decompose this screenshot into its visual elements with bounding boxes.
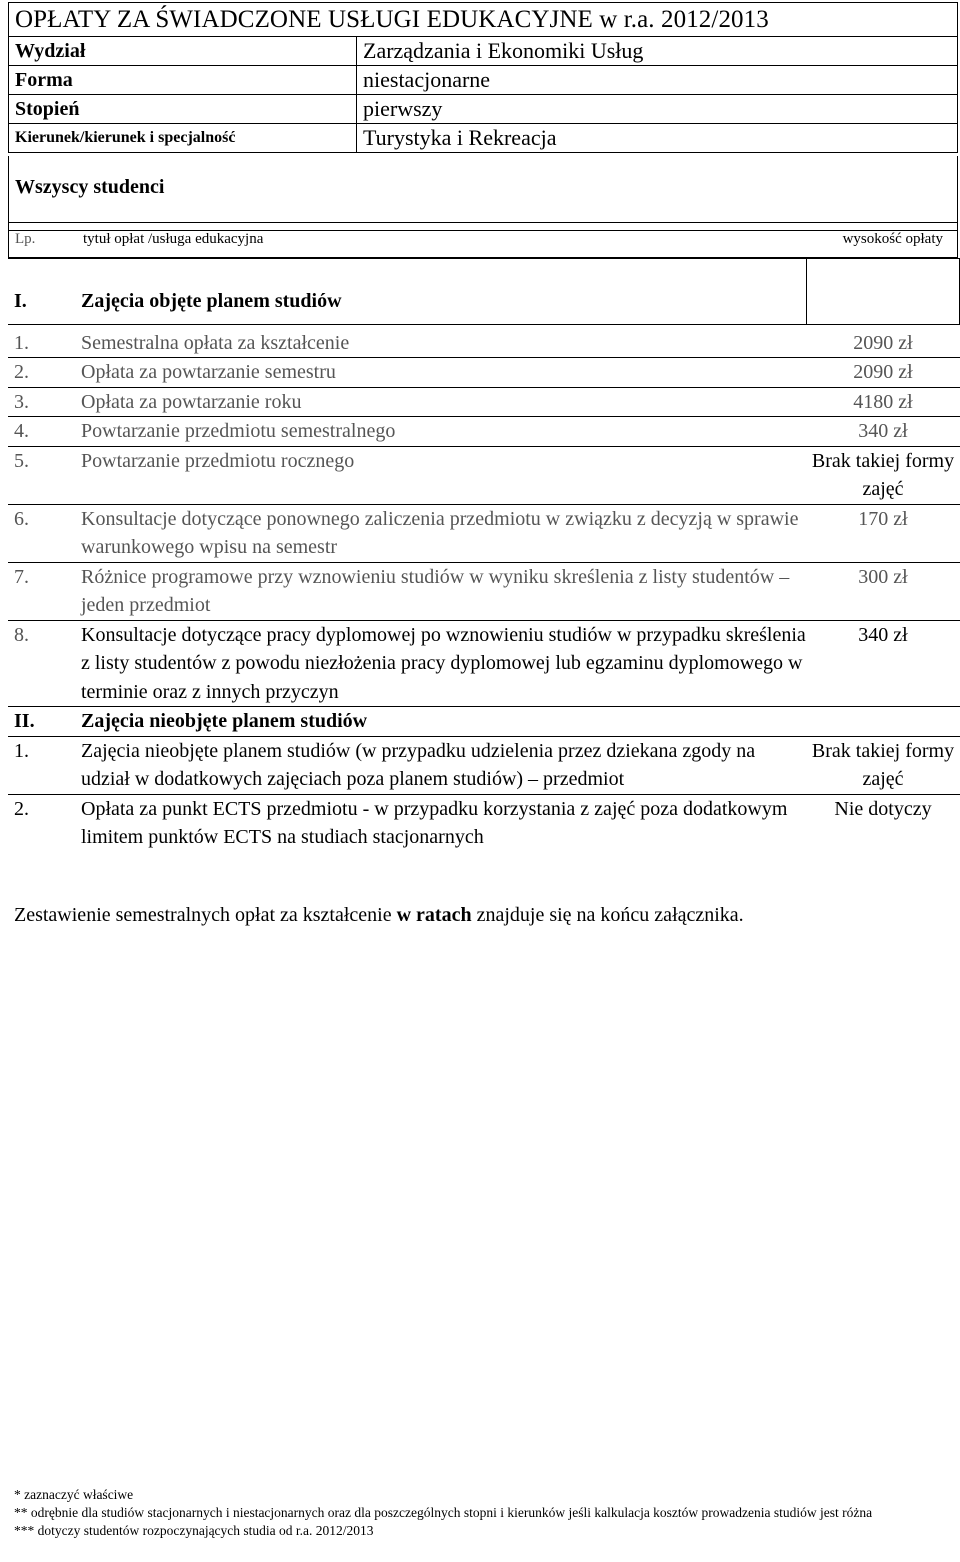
row-text: Opłata za powtarzanie roku [81,387,807,417]
all-students-label: Wszyscy studenci [15,176,165,198]
table-row [8,504,960,562]
table-row [8,620,960,707]
note-text-start: Zestawienie semestralnych opłat za kształcenie [14,904,397,926]
table-row [8,324,960,358]
row-lp: 1. [8,736,81,794]
stopien-label: Stopień [9,95,357,124]
table-row [8,417,960,447]
row-amount: Brak takiej formy zajęć [807,736,960,794]
row-lp: 7. [8,562,81,620]
section-number: II. [8,707,81,737]
row-amount: 2090 zł [807,358,960,388]
row-text: Konsultacje dotyczące ponownego zaliczenia przedmiotu w związku z decyzją w sprawie warunkowego wpisu na semestr [81,504,807,562]
forma-label: Forma [9,66,357,95]
table-row [8,446,960,504]
row-text: Różnice programowe przy wznowieniu studiów w wyniku skreślenia z listy studentów – jeden przedmiot [81,562,807,620]
section-number: I. [8,259,81,325]
wydzial-value: Zarządzania i Ekonomiki Usług [357,37,958,66]
section-row [8,259,960,325]
table-row [8,562,960,620]
section-row [8,707,960,737]
row-text: Powtarzanie przedmiotu semestralnego [81,417,807,447]
section-amount-cell [807,259,960,325]
all-students-box [8,156,958,231]
footnotes [14,1486,944,1540]
forma-value: niestacjonarne [357,66,958,95]
note-text-end: znajduje się na końcu załącznika. [471,904,744,926]
row-lp: 8. [8,620,81,707]
row-lp: 5. [8,446,81,504]
table-row [8,736,960,794]
row-text: Opłata za powtarzanie semestru [81,358,807,388]
row-text: Zajęcia nieobjęte planem studiów (w przypadku udzielenia przez dziekana zgody na udział w dodatkowych zajęciach poza planem studiów) – przedmiot [81,736,807,794]
kierunek-label: Kierunek/kierunek i specjalność [9,124,357,153]
row-text: Powtarzanie przedmiotu rocznego [81,446,807,504]
row-amount: 340 zł [807,417,960,447]
table-row [8,358,960,388]
row-amount: 4180 zł [807,387,960,417]
row-amount: 340 zł [807,620,960,707]
row-lp: 1. [14,331,29,354]
row-amount: 2090 zł [853,331,913,354]
column-title: tytuł opłat /usługa edukacyjna [83,231,264,247]
row-text: Semestralna opłata za kształcenie [81,331,350,354]
document-title: OPŁATY ZA ŚWIADCZONE USŁUGI EDUKACYJNE w r.a. 2012/2013 [9,3,958,37]
row-amount: 170 zł [807,504,960,562]
footnote: *** dotyczy studentów rozpoczynających studia od r.a. 2012/2013 [14,1523,374,1538]
column-amount: wysokość opłaty [842,231,943,247]
row-amount: 300 zł [807,562,960,620]
table-row [8,387,960,417]
row-lp: 6. [8,504,81,562]
installments-note [14,904,744,927]
fees-table [8,258,960,852]
footnote: * zaznaczyć właściwe [14,1487,134,1502]
section-amount-cell [807,707,960,737]
kierunek-value: Turystyka i Rekreacja [357,124,958,153]
row-lp: 2. [8,358,81,388]
row-lp: 4. [8,417,81,447]
row-amount: Nie dotyczy [807,794,960,852]
row-lp: 3. [8,387,81,417]
table-row [8,794,960,852]
row-lp: 2. [8,794,81,852]
section-title: Zajęcia objęte planem studiów [81,259,807,325]
column-header [8,222,958,258]
row-amount: Brak takiej formy zajęć [807,446,960,504]
header-table [8,2,958,153]
note-text-bold: w ratach [396,904,472,926]
footnote: ** odrębnie dla studiów stacjonarnych i niestacjonarnych oraz dla poszczególnych stopni i kierunków jeśli kalkulacja kosztów prowadzenia studiów jest różna [14,1505,873,1520]
row-text: Konsultacje dotyczące pracy dyplomowej po wznowieniu studiów w przypadku skreślenia z listy studentów z powodu niezłożenia pracy dyplomowej lub egzaminu dyplomowego w terminie oraz z innych przyczyn [81,620,807,707]
column-lp: Lp. [15,231,36,247]
stopien-value: pierwszy [357,95,958,124]
row-text: Opłata za punkt ECTS przedmiotu - w przypadku korzystania z zajęć poza dodatkowym limitem punktów ECTS na studiach stacjonarnych [81,794,807,852]
wydzial-label: Wydział [9,37,357,66]
section-title: Zajęcia nieobjęte planem studiów [81,707,807,737]
